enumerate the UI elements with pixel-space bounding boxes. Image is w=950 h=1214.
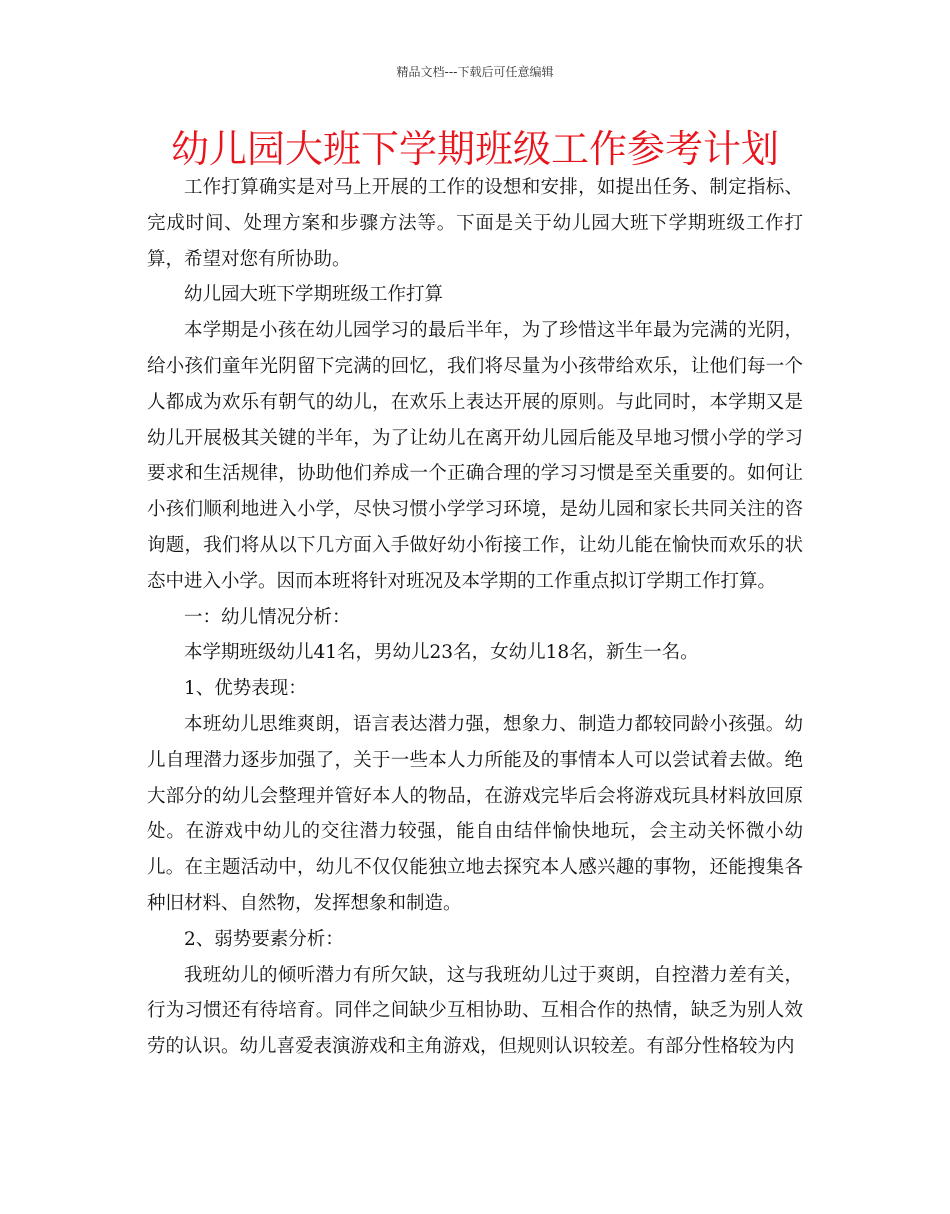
body-paragraph: 本学期班级幼儿41名，男幼儿23名，女幼儿18名，新生一名。 — [184, 642, 699, 664]
document-title: 幼儿园大班下学期班级工作参考计划 — [170, 127, 779, 171]
subsection-heading: 1、优势表现： — [184, 678, 307, 700]
body-paragraph: 本学期是小孩在幼儿园学习的最后半年，为了珍惜这半年最为完满的光阴，给小孩们童年光阴留下完满的回忆，我们将尽量为小孩带给欢乐，让他们每一个人都成为欢乐有朝气的幼儿，在欢乐上表达开展的原则。与此同时，本学期又是幼儿开展极其关键的半年，为了让幼儿在离开幼儿园后能及早地习惯小学的学习要求和生活规律，协助他们养成一个正确合理的学习习惯是至关重要的。如何让小孩们顺利地进入小学，尽快习惯小学学习环境，是幼儿园和家长共同关注的咨询题，我们将从以下几方面入手做好幼小衔接工作，让幼儿能在愉快而欢乐的状态中进入小学。因而本班将针对班况及本学期的工作重点拟订学期工作打算。 — [147, 320, 803, 592]
intro-paragraph: 工作打算确实是对马上开展的工作的设想和安排，如提出任务、制定指标、完成时间、处理方案和步骤方法等。下面是关于幼儿园大班下学期班级工作打算，希望对您有所协助。 — [147, 177, 803, 270]
section-heading: 幼儿园大班下学期班级工作打算 — [184, 284, 444, 306]
document-body — [147, 170, 803, 1065]
body-paragraph: 我班幼儿的倾听潜力有所欠缺，这与我班幼儿过于爽朗，自控潜力差有关，行为习惯还有待培育。同伴之间缺少互相协助、互相合作的热情，缺乏为别人效劳的认识。幼儿喜爱表演游戏和主角游戏，但规则认识较差。有部分性格较为内 — [147, 964, 803, 1058]
section-heading: 一：幼儿情况分析： — [184, 606, 351, 628]
page-header-note: 精品文档---下载后可任意编辑 — [396, 65, 554, 79]
body-paragraph: 本班幼儿思维爽朗，语言表达潜力强，想象力、制造力都较同龄小孩强。幼儿自理潜力逐步加强了，关于一些本人力所能及的事情本人可以尝试着去做。绝大部分的幼儿会整理并管好本人的物品，在游戏完毕后会将游戏玩具材料放回原处。在游戏中幼儿的交往潜力较强，能自由结伴愉快地玩，会主动关怀微小幼儿。在主题活动中，幼儿不仅仅能独立地去探究本人感兴趣的事物，还能搜集各种旧材料、自然物，发挥想象和制造。 — [147, 713, 803, 914]
subsection-heading: 2、弱势要素分析： — [184, 928, 344, 950]
